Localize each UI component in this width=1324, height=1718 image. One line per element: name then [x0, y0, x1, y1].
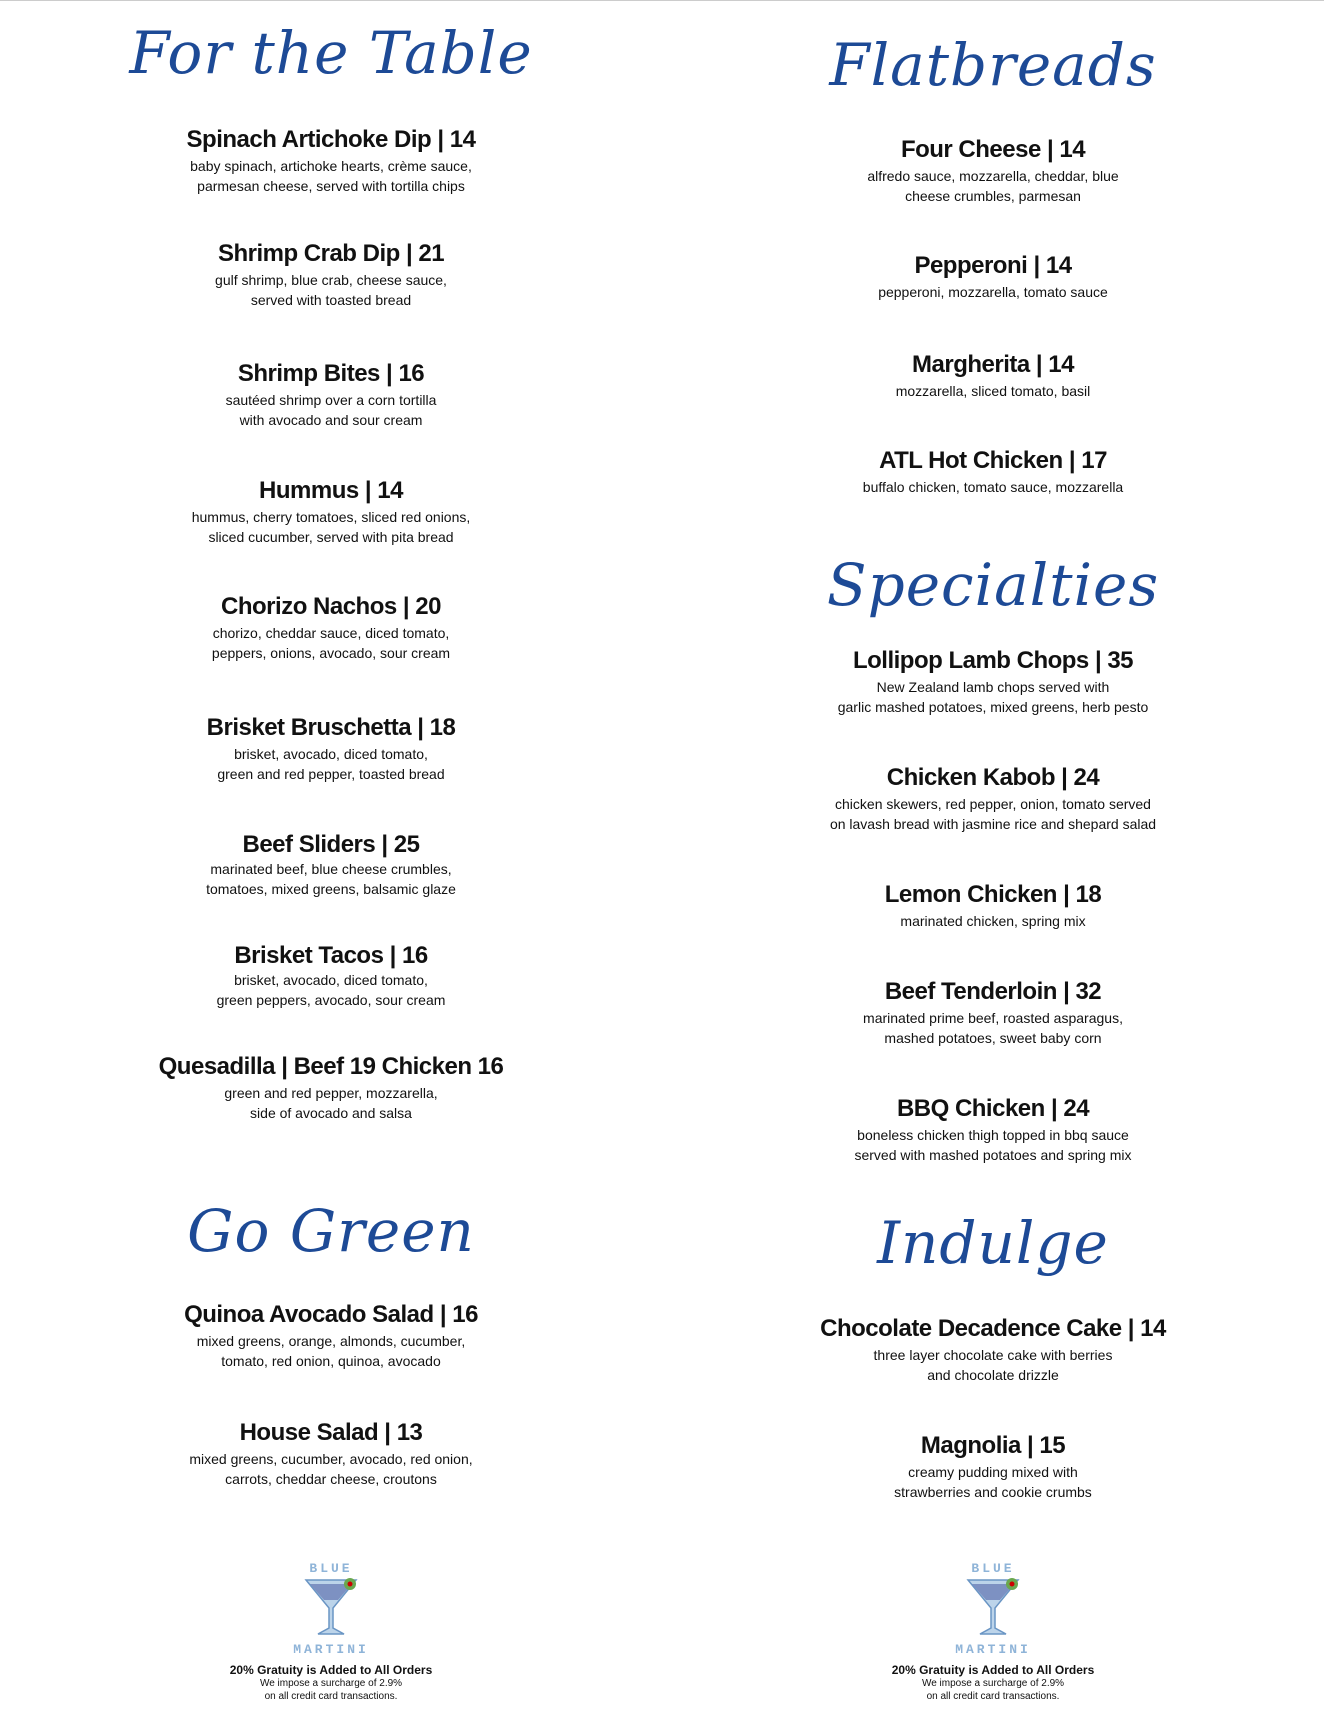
item-name: Chocolate Decadence Cake | 14: [820, 1315, 1166, 1342]
item-description: green and red pepper, mozzarella, side of avocado and salsa: [224, 1085, 438, 1121]
item-description: New Zealand lamb chops served with garlic mashed potatoes, mixed greens, herb pesto: [837, 679, 1149, 715]
top-border: [0, 0, 1324, 1]
martini-glass-icon: [958, 1576, 1028, 1638]
item-name: Shrimp Crab Dip | 21: [217, 240, 445, 267]
item-description: chicken skewers, red pepper, onion, tomato served on lavash bread with jasmine rice and shepard salad: [829, 796, 1157, 832]
item-name: Pepperoni | 14: [914, 252, 1072, 279]
item-description: baby spinach, artichoke hearts, crème sauce, parmesan cheese, served with tortilla chips: [190, 158, 472, 194]
item-name: BBQ Chicken | 24: [896, 1095, 1090, 1122]
menu-item: [0, 1419, 662, 1489]
menu-item: [0, 593, 662, 663]
item-name: Brisket Tacos | 16: [234, 942, 428, 969]
item-description: marinated beef, blue cheese crumbles, tomatoes, mixed greens, balsamic glaze: [206, 861, 456, 897]
item-description: mixed greens, orange, almonds, cucumber, tomato, red onion, quinoa, avocado: [196, 1333, 466, 1369]
menu-item: [662, 1315, 1324, 1385]
menu-item: [662, 764, 1324, 834]
menu-item: [662, 447, 1324, 497]
item-name: Beef Tenderloin | 32: [884, 978, 1102, 1005]
item-name: Beef Sliders | 25: [242, 831, 420, 858]
item-name: Chicken Kabob | 24: [886, 764, 1100, 791]
logo-text-martini: MARTINI: [293, 1642, 369, 1657]
item-name: Shrimp Bites | 16: [237, 360, 425, 387]
item-description: pepperoni, mozzarella, tomato sauce: [878, 284, 1108, 300]
menu-item: [0, 942, 662, 1010]
menu-item: [662, 252, 1324, 302]
item-name: Lemon Chicken | 18: [884, 881, 1102, 908]
menu-item: [662, 1432, 1324, 1502]
section-title-flatbreads: Flatbreads: [829, 31, 1157, 99]
item-name: ATL Hot Chicken | 17: [879, 447, 1107, 474]
section-title-go-green: Go Green: [187, 1197, 475, 1265]
logo-text-blue: BLUE: [971, 1561, 1015, 1576]
item-description: mozzarella, sliced tomato, basil: [895, 383, 1091, 399]
item-description: marinated chicken, spring mix: [900, 913, 1086, 929]
item-description: creamy pudding mixed with strawberries and cookie crumbs: [894, 1464, 1092, 1500]
gratuity-notice: 20% Gratuity is Added to All Orders: [891, 1663, 1095, 1677]
item-name: Quinoa Avocado Salad | 16: [184, 1301, 478, 1328]
item-name: Spinach Artichoke Dip | 14: [186, 126, 476, 153]
menu-item: [662, 881, 1324, 931]
menu-item: [0, 1053, 662, 1123]
martini-glass-icon: [296, 1576, 366, 1638]
item-description: brisket, avocado, diced tomato, green and red pepper, toasted bread: [217, 746, 445, 782]
logo-text-blue: BLUE: [309, 1561, 353, 1576]
section-title-indulge: Indulge: [877, 1209, 1109, 1277]
menu-item: [662, 1095, 1324, 1165]
menu-item: [662, 978, 1324, 1048]
item-name: Hummus | 14: [259, 477, 403, 504]
item-description: boneless chicken thigh topped in bbq sauce served with mashed potatoes and spring mix: [854, 1127, 1132, 1163]
item-name: Margherita | 14: [912, 351, 1074, 378]
logo-text-martini: MARTINI: [955, 1642, 1031, 1657]
item-description: three layer chocolate cake with berries and chocolate drizzle: [873, 1347, 1113, 1383]
item-description: buffalo chicken, tomato sauce, mozzarella: [862, 479, 1124, 495]
item-name: Four Cheese | 14: [900, 136, 1086, 163]
item-name: House Salad | 13: [239, 1419, 423, 1446]
gratuity-notice: 20% Gratuity is Added to All Orders: [229, 1663, 433, 1677]
item-name: Quesadilla | Beef 19 Chicken 16: [158, 1053, 504, 1080]
item-description: mixed greens, cucumber, avocado, red onion, carrots, cheddar cheese, croutons: [189, 1451, 473, 1487]
section-title-for-the-table: For the Table: [129, 19, 533, 87]
footer: [181, 1562, 481, 1703]
menu-item: [0, 831, 662, 899]
menu-item: [662, 136, 1324, 206]
menu-item: [0, 360, 662, 430]
item-description: hummus, cherry tomatoes, sliced red onions, sliced cucumber, served with pita bread: [191, 509, 471, 545]
menu-item: [662, 351, 1324, 401]
surcharge-notice-line1: We impose a surcharge of 2.9%: [259, 1678, 403, 1689]
menu-item: [0, 477, 662, 547]
menu-item: [0, 714, 662, 784]
surcharge-notice-line2: on all credit card transactions.: [926, 1691, 1060, 1702]
item-name: Brisket Bruschetta | 18: [206, 714, 456, 741]
item-description: gulf shrimp, blue crab, cheese sauce, served with toasted bread: [215, 272, 447, 308]
item-description: sautéed shrimp over a corn tortilla with avocado and sour cream: [225, 392, 437, 428]
surcharge-notice-line1: We impose a surcharge of 2.9%: [921, 1678, 1065, 1689]
item-name: Magnolia | 15: [920, 1432, 1066, 1459]
menu-item: [662, 647, 1324, 717]
section-title-specialties: Specialties: [826, 551, 1160, 619]
menu-item: [0, 240, 662, 310]
menu-item: [0, 126, 662, 196]
item-description: alfredo sauce, mozzarella, cheddar, blue cheese crumbles, parmesan: [867, 168, 1119, 204]
item-description: chorizo, cheddar sauce, diced tomato, peppers, onions, avocado, sour cream: [211, 625, 451, 661]
footer: [843, 1562, 1143, 1703]
menu-item: [0, 1301, 662, 1371]
surcharge-notice-line2: on all credit card transactions.: [264, 1691, 398, 1702]
item-name: Lollipop Lamb Chops | 35: [852, 647, 1134, 674]
item-description: brisket, avocado, diced tomato, green peppers, avocado, sour cream: [216, 972, 446, 1008]
item-description: marinated prime beef, roasted asparagus, mashed potatoes, sweet baby corn: [863, 1010, 1123, 1046]
item-name: Chorizo Nachos | 20: [221, 593, 441, 620]
